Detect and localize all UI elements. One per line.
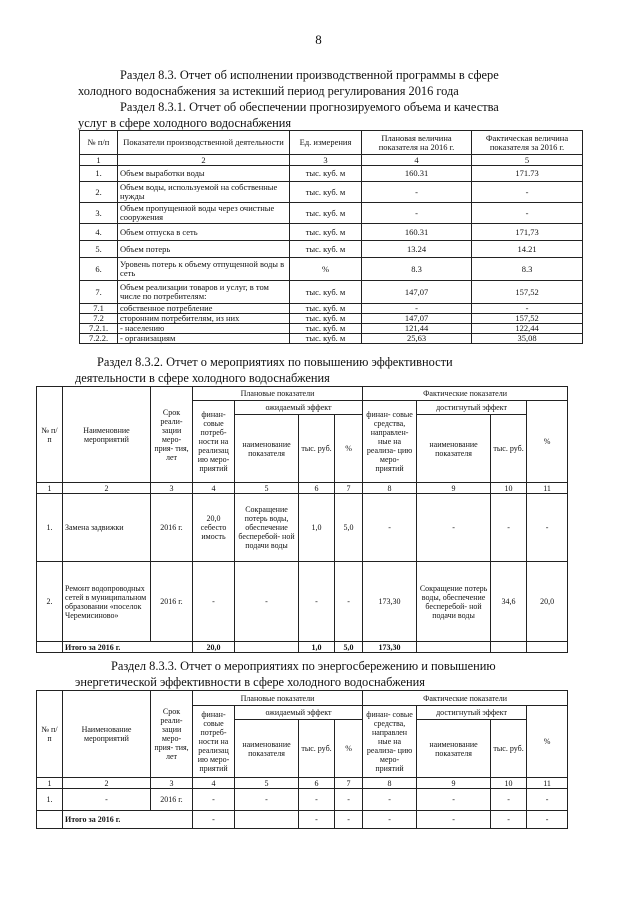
cell: 121,44 <box>362 324 472 334</box>
header-achieved-effect: достигнутый эффект <box>417 706 527 720</box>
cell: Объем воды, используемой на собственные нужды <box>118 182 290 203</box>
cell: тыс. куб. м <box>290 182 362 203</box>
column-number: 10 <box>491 778 527 789</box>
cell: - <box>417 789 491 811</box>
table-row <box>80 334 583 344</box>
header-indicator: наименование показателя <box>235 415 299 483</box>
cell: Ремонт водопроводных сетей в муниципальном образовании «поселок Черемисиново» <box>63 562 151 642</box>
header-cell: Плановая величина показателя на 2016 г. <box>362 131 472 155</box>
header-term: Срок реали- зации меро- прия- тия, лет <box>151 387 193 483</box>
cell: - организациям <box>118 334 290 344</box>
header-fact-group: Фактические показатели <box>363 387 568 401</box>
column-number: 5 <box>472 155 583 166</box>
column-number: 4 <box>193 778 235 789</box>
cell: 7.1 <box>80 304 118 314</box>
cell: 34,6 <box>491 562 527 642</box>
cell: - <box>527 811 568 829</box>
section-8-3-1-title-line2: услуг в сфере холодного водоснабжения <box>78 116 292 130</box>
cell: - <box>491 811 527 829</box>
cell: - <box>335 562 363 642</box>
cell: 2016 г. <box>151 562 193 642</box>
cell: - <box>363 494 417 562</box>
header-rub: тыс. руб. <box>299 720 335 778</box>
cell: тыс. куб. м <box>290 281 362 304</box>
cell: 5,0 <box>335 642 363 653</box>
cell: - <box>472 304 583 314</box>
cell: 147,07 <box>362 281 472 304</box>
header-pct: % <box>335 415 363 483</box>
header-cell: Показатели производственной деятельности <box>118 131 290 155</box>
column-number: 9 <box>417 778 491 789</box>
column-number: 3 <box>290 155 362 166</box>
cell: 20,0 <box>193 642 235 653</box>
cell: 4. <box>80 224 118 241</box>
cell: 20,0 <box>527 562 568 642</box>
cell: 7.2 <box>80 314 118 324</box>
cell: - <box>362 203 472 224</box>
header-rub: тыс. руб. <box>299 415 335 483</box>
header-cell: № п/п <box>80 131 118 155</box>
header-pct: % <box>527 706 568 778</box>
column-number: 6 <box>299 483 335 494</box>
cell: 160.31 <box>362 166 472 182</box>
column-number: 6 <box>299 778 335 789</box>
column-number-row <box>37 483 568 494</box>
cell: 173,30 <box>363 642 417 653</box>
cell: - <box>193 789 235 811</box>
cell: - <box>193 811 235 829</box>
header-rub: тыс. руб. <box>491 415 527 483</box>
cell: 171,73 <box>472 224 583 241</box>
cell: 3. <box>80 203 118 224</box>
cell: Объем реализации товаров и услуг, в том числе по потребителям: <box>118 281 290 304</box>
header-achieved-effect: достигнутый эффект <box>417 401 527 415</box>
table-row <box>80 258 583 281</box>
cell: - <box>235 562 299 642</box>
header-indicator: наименование показателя <box>235 720 299 778</box>
header-plan-group: Плановые показатели <box>193 387 363 401</box>
cell: - <box>491 494 527 562</box>
column-number: 7 <box>335 778 363 789</box>
cell: - <box>193 562 235 642</box>
header-cell: Фактическая величина показателя за 2016 г. <box>472 131 583 155</box>
cell: 7.2.2. <box>80 334 118 344</box>
column-number-row <box>80 155 583 166</box>
column-number-row <box>37 778 568 789</box>
cell: Объем отпуска в сеть <box>118 224 290 241</box>
column-number: 2 <box>118 155 290 166</box>
section-8-3-title-line1: Раздел 8.3. Отчет об исполнении производственной программы в сфере <box>120 68 499 82</box>
column-number: 11 <box>527 778 568 789</box>
column-number: 3 <box>151 778 193 789</box>
cell: Сокращение потерь воды, обеспечение бесперебой- ной подачи воды <box>235 494 299 562</box>
header-fin-fact: финан- совые средства, направлен ные на реализа- цию меро- приятий <box>363 706 417 778</box>
table-header-row <box>80 131 583 155</box>
cell: Объем потерь <box>118 241 290 258</box>
column-number: 4 <box>193 483 235 494</box>
header-number: № п/ п <box>37 691 63 778</box>
cell: 35,08 <box>472 334 583 344</box>
section-8-3-3-title-line1: Раздел 8.3.3. Отчет о мероприятиях по энергосбережению и повышению <box>111 659 496 673</box>
table-row <box>37 562 568 642</box>
cell: Сокращение потерь воды, обеспечение бесперебой- ной подачи воды <box>417 562 491 642</box>
cell: 1,0 <box>299 642 335 653</box>
cell: тыс. куб. м <box>290 203 362 224</box>
cell: тыс. куб. м <box>290 224 362 241</box>
column-number: 1 <box>37 483 63 494</box>
cell: 157,52 <box>472 281 583 304</box>
header-fin-fact: финан- совые средства, направлен- ные на реализа- цию меро- приятий <box>363 401 417 483</box>
table-row <box>37 494 568 562</box>
table-row <box>80 203 583 224</box>
section-8-3-1-title-line1: Раздел 8.3.1. Отчет об обеспечении прогнозируемого объема и качества <box>120 100 499 114</box>
cell: 8.3 <box>472 258 583 281</box>
cell: 7. <box>80 281 118 304</box>
cell: - <box>491 789 527 811</box>
total-row <box>37 642 568 653</box>
table-row <box>80 241 583 258</box>
table-row <box>80 324 583 334</box>
cell: 147,07 <box>362 314 472 324</box>
table-row <box>80 224 583 241</box>
header-fin-plan: финан- совые потреб- ности на реализац ию меро- приятий <box>193 401 235 483</box>
cell: тыс. куб. м <box>290 241 362 258</box>
header-expected-effect: ожидаемый эффект <box>235 706 363 720</box>
cell: 171.73 <box>472 166 583 182</box>
cell: - <box>362 304 472 314</box>
column-number: 10 <box>491 483 527 494</box>
cell: - <box>527 789 568 811</box>
header-name: Наименование мероприятий <box>63 691 151 778</box>
cell: 5,0 <box>335 494 363 562</box>
cell: - <box>417 494 491 562</box>
section-8-3-3-title-line2: энергетической эффективности в сфере холодного водоснабжения <box>75 675 426 689</box>
table-row <box>37 789 568 811</box>
cell: 160.31 <box>362 224 472 241</box>
cell: Замена задвижки <box>63 494 151 562</box>
cell: тыс. куб. м <box>290 334 362 344</box>
efficiency-measures-table <box>36 386 568 653</box>
cell: 1,0 <box>299 494 335 562</box>
cell: тыс. куб. м <box>290 324 362 334</box>
cell: 1. <box>80 166 118 182</box>
production-volume-table <box>79 130 583 344</box>
total-label: Итого за 2016 г. <box>63 642 193 653</box>
cell: Объем пропущенной воды через очистные сооружения <box>118 203 290 224</box>
header-expected-effect: ожидаемый эффект <box>235 401 363 415</box>
cell: - <box>472 182 583 203</box>
column-number: 2 <box>63 483 151 494</box>
column-number: 1 <box>37 778 63 789</box>
cell: 173,30 <box>363 562 417 642</box>
cell: 7.2.1. <box>80 324 118 334</box>
section-8-3-2-title-line1: Раздел 8.3.2. Отчет о мероприятиях по повышению эффективности <box>97 355 453 369</box>
cell: - <box>299 789 335 811</box>
cell: сторонним потребителям, из них <box>118 314 290 324</box>
column-number: 5 <box>235 483 299 494</box>
column-number: 8 <box>363 778 417 789</box>
cell: 2. <box>80 182 118 203</box>
column-number: 1 <box>80 155 118 166</box>
table-row <box>80 281 583 304</box>
table-row <box>80 304 583 314</box>
cell: - <box>417 811 491 829</box>
cell: 14.21 <box>472 241 583 258</box>
cell: тыс. куб. м <box>290 304 362 314</box>
cell: - <box>335 811 363 829</box>
cell: 5. <box>80 241 118 258</box>
header-rub: тыс. руб. <box>491 720 527 778</box>
section-8-3-2-title-line2: деятельности в сфере холодного водоснабжения <box>75 371 330 385</box>
cell: 20,0 себесто имость <box>193 494 235 562</box>
header-indicator: наименование показателя <box>417 415 491 483</box>
cell: Уровень потерь к объему отпущенной воды в сеть <box>118 258 290 281</box>
cell: 1. <box>37 494 63 562</box>
page-number: 8 <box>315 32 322 47</box>
cell: 2016 г. <box>151 789 193 811</box>
column-number: 11 <box>527 483 568 494</box>
header-fact-group: Фактические показатели <box>363 691 568 706</box>
cell: 157,52 <box>472 314 583 324</box>
cell: тыс. куб. м <box>290 166 362 182</box>
cell: Объем выработки воды <box>118 166 290 182</box>
cell: 13.24 <box>362 241 472 258</box>
column-number: 3 <box>151 483 193 494</box>
header-indicator: наименование показателя <box>417 720 491 778</box>
cell: тыс. куб. м <box>290 314 362 324</box>
header-name: Наименовние мероприятий <box>63 387 151 483</box>
cell: 25,63 <box>362 334 472 344</box>
column-number: 9 <box>417 483 491 494</box>
cell: 122,44 <box>472 324 583 334</box>
column-number: 2 <box>63 778 151 789</box>
cell: собственное потребление <box>118 304 290 314</box>
header-plan-group: Плановые показатели <box>193 691 363 706</box>
cell: 2016 г. <box>151 494 193 562</box>
cell: - <box>362 182 472 203</box>
total-row <box>37 811 568 829</box>
column-number: 8 <box>363 483 417 494</box>
header-pct: % <box>527 401 568 483</box>
section-8-3-title-line2: холодного водоснабжения за истекший период регулирования 2016 года <box>78 84 459 98</box>
cell: - населению <box>118 324 290 334</box>
cell: 8.3 <box>362 258 472 281</box>
header-cell: Ед. измерения <box>290 131 362 155</box>
table-row <box>80 166 583 182</box>
cell: - <box>63 789 151 811</box>
total-label: Итого за 2016 г. <box>63 811 193 829</box>
cell: 2. <box>37 562 63 642</box>
header-term: Срок реали- зации меро- прия- тия, лет <box>151 691 193 778</box>
cell: - <box>363 811 417 829</box>
column-number: 5 <box>235 778 299 789</box>
energy-saving-measures-table <box>36 690 568 829</box>
header-fin-plan: финан- совые потреб- ности на реализац ию меро- приятий <box>193 706 235 778</box>
table-row <box>80 182 583 203</box>
cell: - <box>235 789 299 811</box>
column-number: 7 <box>335 483 363 494</box>
header-number: № п/ п <box>37 387 63 483</box>
cell: - <box>472 203 583 224</box>
cell: 6. <box>80 258 118 281</box>
cell: - <box>335 789 363 811</box>
cell: - <box>299 562 335 642</box>
cell: - <box>299 811 335 829</box>
cell: - <box>363 789 417 811</box>
cell: % <box>290 258 362 281</box>
cell: - <box>527 494 568 562</box>
column-number: 4 <box>362 155 472 166</box>
table-row <box>80 314 583 324</box>
cell: 1. <box>37 789 63 811</box>
header-pct: % <box>335 720 363 778</box>
